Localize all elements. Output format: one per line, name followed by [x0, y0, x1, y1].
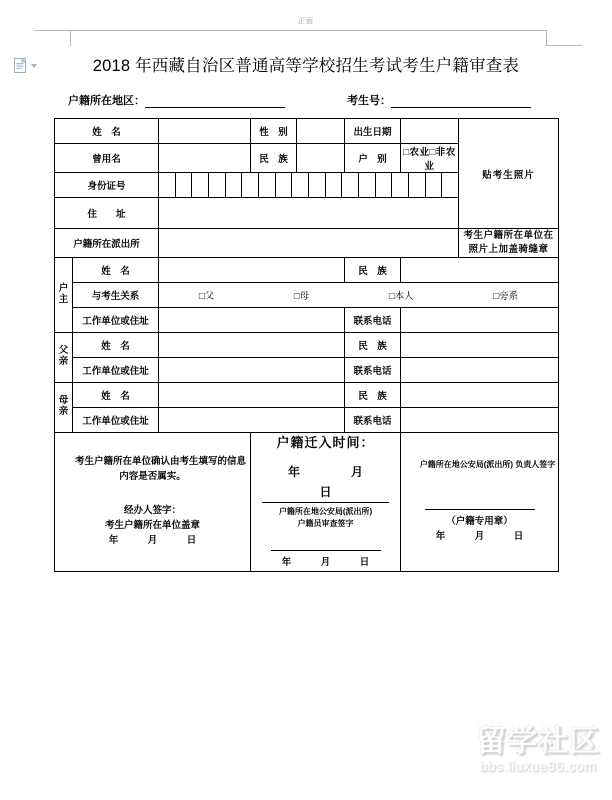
id-number-cell[interactable] [409, 173, 426, 197]
father-phone-input[interactable] [401, 357, 559, 382]
id-number-label: 身份证号 [55, 173, 159, 198]
caret-down-icon[interactable] [31, 64, 37, 68]
id-number-cell[interactable] [176, 173, 193, 197]
exam-number-input[interactable] [391, 96, 531, 108]
footer-middle-cell [251, 432, 415, 571]
householder-name-input[interactable] [159, 257, 345, 282]
mother-name-input[interactable] [159, 382, 345, 407]
address-input[interactable] [159, 198, 459, 229]
household-review-table [54, 118, 559, 572]
police-station-input[interactable] [159, 229, 459, 258]
householder-phone-label: 联系电话 [345, 307, 401, 332]
household-type-label: 户 别 [345, 144, 401, 173]
householder-side-label [55, 257, 73, 332]
id-number-cell[interactable] [276, 173, 293, 197]
householder-ethnicity-input[interactable] [401, 257, 559, 282]
document-icon [14, 58, 28, 74]
id-number-grid-cell[interactable] [159, 173, 459, 198]
householder-workplace-input[interactable] [159, 307, 345, 332]
page-title: 2018 年西藏自治区普通高等学校招生考试考生户籍审查表 [92, 57, 520, 75]
mother-workplace-label: 工作单位或住址 [73, 407, 159, 432]
table-row-mother-workplace [55, 407, 559, 432]
table-row-householder-name [55, 257, 559, 282]
father-ethnicity-input[interactable] [401, 332, 559, 357]
watermark-title: 留学社区 [476, 725, 600, 758]
gender-input[interactable] [297, 119, 345, 144]
document-icon-button[interactable] [14, 58, 37, 74]
photo-placeholder[interactable]: 贴考生照片 [459, 119, 559, 229]
mother-side-label [55, 382, 73, 432]
exam-number-label: 考生号： [347, 95, 391, 107]
id-number-cell[interactable] [192, 173, 209, 197]
police-chief-signature-rule[interactable] [425, 499, 535, 510]
father-side-label-char2: 亲 [58, 356, 69, 368]
footer-right-date[interactable]: 年 月 日 [435, 531, 534, 543]
registrar-signature-rule[interactable] [271, 540, 381, 551]
id-number-cell[interactable] [359, 173, 376, 197]
id-number-cell[interactable] [426, 173, 443, 197]
mother-side-label-char2: 亲 [58, 406, 69, 418]
father-phone-label: 联系电话 [345, 357, 401, 382]
householder-name-label: 姓 名 [73, 257, 159, 282]
page-header-label: 正面 [298, 18, 314, 25]
id-number-cell[interactable] [442, 173, 458, 197]
relation-option-mother[interactable]: □母 [293, 290, 310, 302]
watermark-url: bbs.liuxue86.com [479, 758, 597, 774]
relation-options[interactable] [159, 288, 558, 302]
household-type-option-agricultural[interactable]: □农业 [403, 147, 430, 158]
id-number-cell[interactable] [209, 173, 226, 197]
relation-option-collateral[interactable]: □旁系 [493, 290, 519, 302]
table-row-signatures [55, 432, 559, 571]
margin-mark-left-stub [70, 30, 71, 46]
photo-stamp-note: 考生户籍所在单位在照片上加盖骑缝章 [459, 229, 559, 258]
former-name-label: 曾用名 [55, 144, 159, 173]
father-name-input[interactable] [159, 332, 345, 357]
address-label: 住 址 [55, 198, 159, 229]
id-number-grid[interactable] [159, 173, 458, 197]
employer-statement: 考生户籍所在单位确认由考生填写的信息内容是否属实。 [75, 456, 247, 482]
ethnicity-input[interactable] [297, 144, 345, 173]
household-type-options[interactable] [401, 144, 459, 173]
father-workplace-label: 工作单位或住址 [73, 357, 159, 382]
employer-stamp-label: 考生户籍所在单位盖章 [105, 519, 201, 531]
table-row-father-name [55, 332, 559, 357]
transfer-time-heading: 户籍迁入时间： [276, 434, 375, 450]
birth-date-input[interactable] [401, 119, 459, 144]
id-number-cell[interactable] [326, 173, 343, 197]
name-label: 姓 名 [55, 119, 159, 144]
region-input[interactable] [145, 96, 285, 108]
relation-options-cell[interactable] [159, 282, 559, 307]
id-number-cell[interactable] [259, 173, 276, 197]
table-row-householder-relation [55, 282, 559, 307]
mother-workplace-input[interactable] [159, 407, 345, 432]
footer-middle-date[interactable]: 年 月 日 [281, 557, 380, 569]
id-number-cell[interactable] [376, 173, 393, 197]
mother-ethnicity-input[interactable] [401, 382, 559, 407]
margin-mark-top-left [34, 30, 70, 47]
region-label: 户籍所在地区： [68, 95, 145, 107]
police-station-label: 户籍所在派出所 [55, 229, 159, 258]
birth-date-label: 出生日期 [345, 119, 401, 144]
transfer-date-input[interactable]: 年 月 日 [262, 463, 389, 502]
household-type-option-nonagricultural[interactable]: □非农业 [424, 147, 456, 172]
mother-name-label: 姓 名 [73, 382, 159, 407]
relation-option-father[interactable]: □父 [198, 290, 215, 302]
table-row-police-station [55, 229, 559, 258]
gender-label: 性 别 [251, 119, 297, 144]
registrar-signature-label[interactable]: 户籍员审查签字 [297, 519, 354, 529]
handler-signature-label[interactable]: 经办人签字： [124, 504, 182, 516]
father-side-label-char1: 父 [58, 345, 69, 357]
id-number-cell[interactable] [342, 173, 359, 197]
name-input[interactable] [159, 119, 251, 144]
mother-phone-label: 联系电话 [345, 407, 401, 432]
householder-side-label-char2: 主 [58, 293, 69, 305]
footer-left-date[interactable]: 年 月 日 [108, 534, 207, 546]
mother-phone-input[interactable] [401, 407, 559, 432]
former-name-input[interactable] [159, 144, 251, 173]
margin-mark-right-stub [546, 30, 547, 46]
margin-mark-top-right [546, 45, 582, 46]
watermark [476, 716, 600, 774]
table-row-householder-workplace [55, 307, 559, 332]
relation-label: 与考生关系 [73, 282, 159, 307]
id-number-cell[interactable] [159, 173, 176, 197]
householder-workplace-label: 工作单位或住址 [73, 307, 159, 332]
table-row-mother-name [55, 382, 559, 407]
father-name-label: 姓 名 [73, 332, 159, 357]
police-chief-signature-label[interactable]: 户籍所在地公安局(派出所) 负责人签字 [419, 459, 556, 469]
table-row-father-workplace [55, 357, 559, 382]
id-number-cell[interactable] [292, 173, 309, 197]
householder-phone-input[interactable] [401, 307, 559, 332]
id-number-cell[interactable] [309, 173, 326, 197]
relation-option-self[interactable]: □本人 [388, 290, 414, 302]
householder-ethnicity-label: 民 族 [345, 257, 401, 282]
household-stamp-label: （户籍专用章） [446, 516, 513, 528]
police-authority-line: 户籍所在地公安局(派出所) [278, 506, 373, 516]
footer-left-cell [55, 432, 251, 571]
id-number-cell[interactable] [392, 173, 409, 197]
father-side-label [55, 332, 73, 382]
id-number-cell[interactable] [226, 173, 243, 197]
id-number-cell[interactable] [242, 173, 259, 197]
father-ethnicity-label: 民 族 [345, 332, 401, 357]
ethnicity-label: 民 族 [251, 144, 297, 173]
father-workplace-input[interactable] [159, 357, 345, 382]
subtitle-fields [68, 88, 558, 108]
mother-side-label-char1: 母 [58, 395, 69, 407]
mother-ethnicity-label: 民 族 [345, 382, 401, 407]
margin-mark-top-span [70, 30, 546, 31]
footer-right-cell [401, 432, 559, 571]
table-row-name [55, 119, 559, 144]
householder-side-label-char1: 户 [58, 282, 69, 294]
